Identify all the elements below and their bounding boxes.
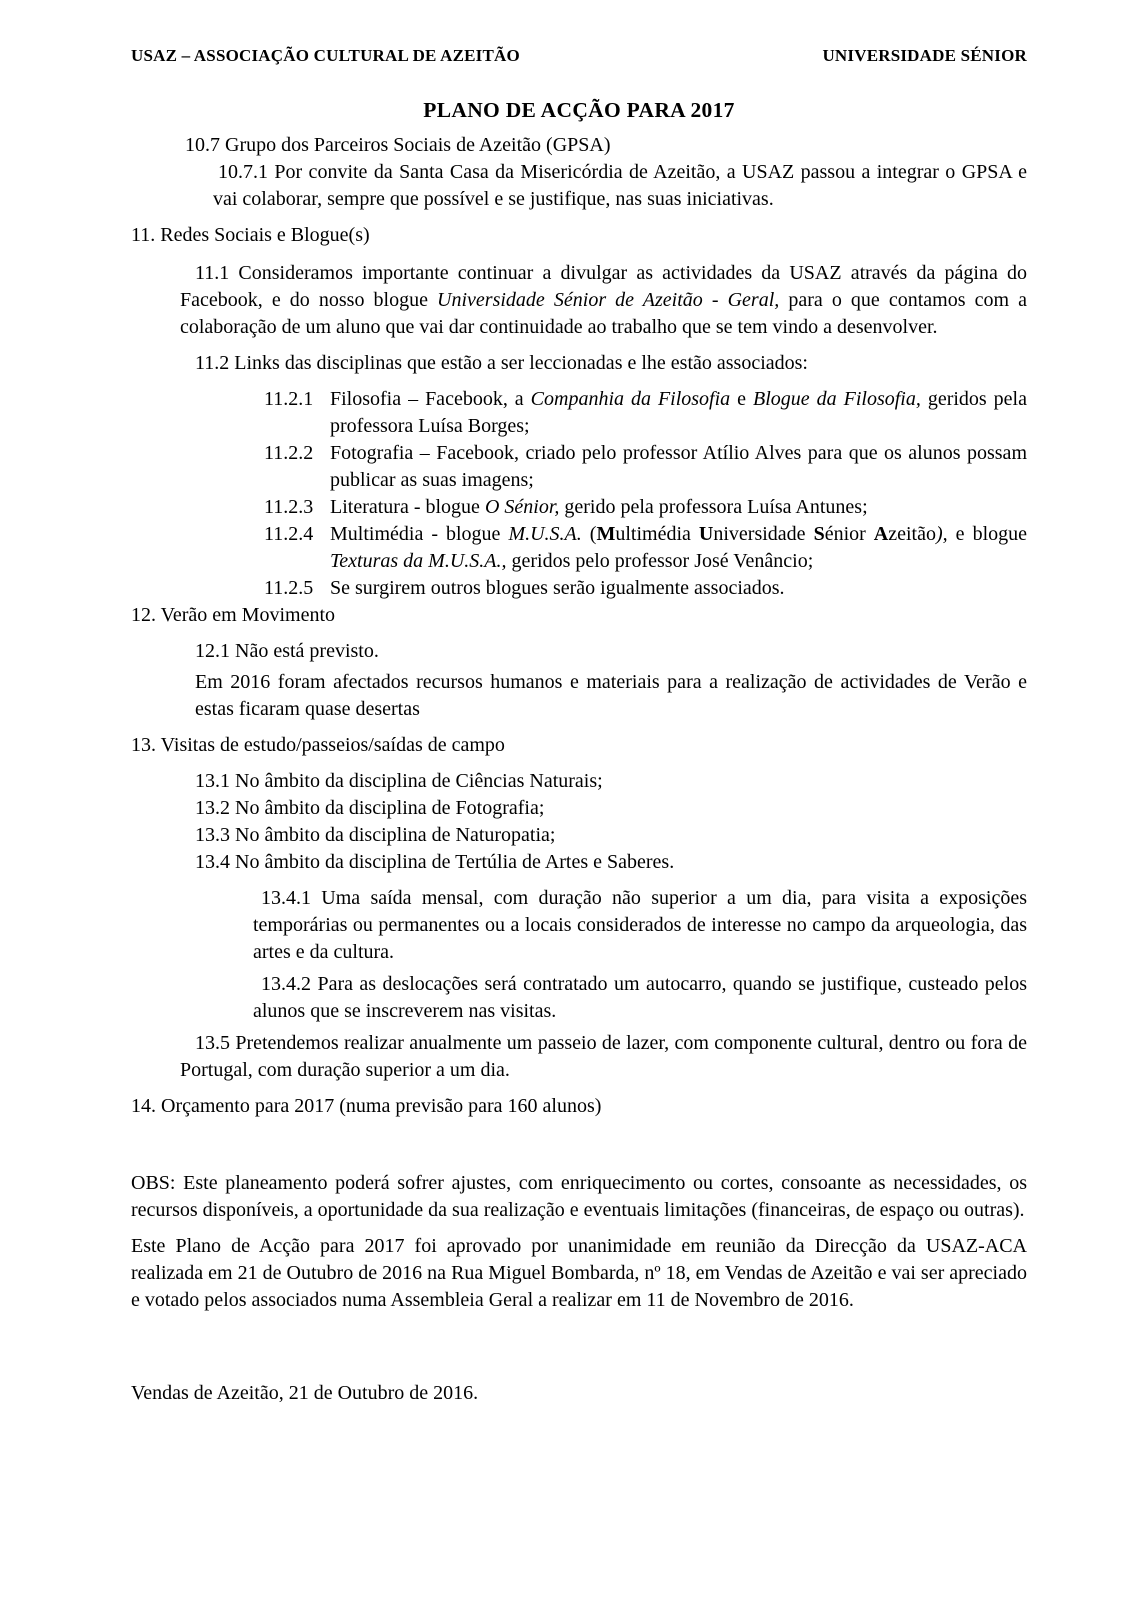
para-11-1 bbox=[180, 260, 1027, 341]
item-13-3: 13.3 No âmbito da disciplina de Naturopatia; bbox=[195, 824, 556, 846]
list-item-11-2-4 bbox=[264, 521, 1028, 575]
para-12-1: 12.1 Não está previsto. bbox=[195, 640, 379, 662]
text-run: geridos pela professora Luísa Borges; bbox=[330, 388, 1027, 437]
text-run: geridos pelo professor José Venâncio; bbox=[506, 550, 814, 572]
text-run: Multimédia - blogue bbox=[330, 523, 509, 545]
text-run: M.U.S.A. bbox=[508, 523, 582, 545]
text-run: Fotografia – Facebook, criado pelo professor Atílio Alves para que os alunos possam publicar as suas imagens; bbox=[330, 442, 1027, 491]
text-run: énior bbox=[824, 523, 874, 545]
para-verao-2016: Em 2016 foram afectados recursos humanos e materiais para a realização de actividades de Verão e estas ficaram quase desertas bbox=[195, 671, 1027, 720]
list-item-11-2-3 bbox=[264, 494, 1027, 521]
list-number: 11.2.5 bbox=[264, 577, 314, 599]
para-11-2: 11.2 Links das disciplinas que estão a ser leccionadas e lhe estão associados: bbox=[195, 352, 808, 374]
list-item-11-2-2 bbox=[264, 440, 1027, 494]
para-obs: OBS: Este planeamento poderá sofrer ajustes, com enriquecimento ou cortes, consoante as necessidades, os recursos disponíveis, a oportunidade da sua realização e eventuais limitações (financeiras, de espaço ou outras). bbox=[131, 1172, 1027, 1221]
list-text bbox=[330, 442, 1027, 491]
list-number: 11.2.3 bbox=[264, 496, 314, 518]
section-12: 12. Verão em Movimento bbox=[131, 604, 336, 626]
list-text bbox=[330, 496, 868, 518]
list-number: 11.2.4 bbox=[264, 523, 314, 545]
text-run: Texturas da M.U.S.A., bbox=[330, 550, 507, 572]
text-run: e bbox=[730, 388, 754, 410]
text-run: O Sénior, bbox=[484, 496, 560, 518]
text-run: Se surgirem outros blogues serão igualmente associados. bbox=[330, 577, 785, 599]
para-13-4-2: 13.4.2 Para as deslocações será contratado um autocarro, quando se justifique, custeado pelos alunos que se inscreverem nas visitas. bbox=[253, 973, 1027, 1022]
text-run: A bbox=[873, 523, 889, 545]
text-run: M bbox=[596, 523, 616, 545]
page-header bbox=[131, 46, 1027, 66]
signature-line: Vendas de Azeitão, 21 de Outubro de 2016. bbox=[131, 1382, 479, 1404]
section-14: 14. Orçamento para 2017 (numa previsão para 160 alunos) bbox=[131, 1095, 602, 1117]
section-13: 13. Visitas de estudo/passeios/saídas de campo bbox=[131, 734, 505, 756]
text-run: gerido pela professora Luísa Antunes; bbox=[559, 496, 868, 518]
item-13-2: 13.2 No âmbito da disciplina de Fotografia; bbox=[195, 797, 545, 819]
text-run: ( bbox=[581, 523, 597, 545]
list-text bbox=[330, 577, 785, 599]
item-13-1: 13.1 No âmbito da disciplina de Ciências Naturais; bbox=[195, 770, 603, 792]
list-number: 11.2.2 bbox=[264, 442, 314, 464]
text-run: U bbox=[698, 523, 714, 545]
list-number: 11.2.1 bbox=[264, 388, 314, 410]
document-title: PLANO DE ACÇÃO PARA 2017 bbox=[423, 98, 735, 122]
text-run: e blogue bbox=[947, 523, 1028, 545]
section-11: 11. Redes Sociais e Blogue(s) bbox=[131, 224, 370, 246]
list-text bbox=[330, 388, 1027, 437]
text-run: niversidade bbox=[713, 523, 814, 545]
header-org-name: USAZ – ASSOCIAÇÃO CULTURAL DE AZEITÃO bbox=[131, 46, 520, 65]
text-run: Universidade Sénior de Azeitão - Geral, bbox=[437, 289, 780, 311]
para-10-7-1: 10.7.1 Por convite da Santa Casa da Misericórdia de Azeitão, a USAZ passou a integrar o GPSA e vai colaborar, sempre que possível e se justifique, nas suas iniciativas. bbox=[213, 161, 1027, 210]
heading-10-7: 10.7 Grupo dos Parceiros Sociais de Azeitão (GPSA) bbox=[185, 134, 611, 156]
para-13-5: 13.5 Pretendemos realizar anualmente um passeio de lazer, com componente cultural, dentro ou fora de Portugal, com duração superior a um dia. bbox=[180, 1032, 1027, 1081]
text-run: Companhia da Filosofia bbox=[530, 388, 731, 410]
text-run: Literatura - blogue bbox=[330, 496, 485, 518]
text-run: 11.1 Consideramos importante continuar a divulgar as actividades da USAZ através da página do Facebook, e do nosso blogue bbox=[180, 262, 1027, 311]
list-item-11-2-5 bbox=[264, 575, 1027, 602]
header-institution-name: UNIVERSIDADE SÉNIOR bbox=[822, 46, 1027, 65]
text-run: zeitão bbox=[888, 523, 936, 545]
text-run: ), bbox=[936, 523, 948, 545]
para-aprovacao: Este Plano de Acção para 2017 foi aprovado por unanimidade em reunião da Direcção da USAZ-ACA realizada em 21 de Outubro de 2016 na Rua Miguel Bombarda, nº 18, em Vendas de Azeitão e vai ser apreciado e votado pelos associados numa Assembleia Geral a realizar em 11 de Novembro de 2016. bbox=[131, 1235, 1027, 1311]
text-run: Blogue da Filosofia, bbox=[753, 388, 921, 410]
list-text bbox=[330, 523, 1027, 572]
text-run: Filosofia – Facebook, a bbox=[330, 388, 531, 410]
text-run: ultimédia bbox=[615, 523, 699, 545]
item-13-4: 13.4 No âmbito da disciplina de Tertúlia de Artes e Saberes. bbox=[195, 851, 675, 873]
list-item-11-2-1 bbox=[264, 386, 1027, 440]
text-run: S bbox=[813, 523, 825, 545]
para-13-4-1: 13.4.1 Uma saída mensal, com duração não superior a um dia, para visita a exposições temporárias ou permanentes ou a locais considerados de interesse no campo da arqueologia, das artes e da cultura. bbox=[253, 887, 1027, 963]
text-run: para o que contamos com a colaboração de um aluno que vai dar continuidade ao trabalho que se tem vindo a desenvolver. bbox=[180, 289, 1027, 338]
